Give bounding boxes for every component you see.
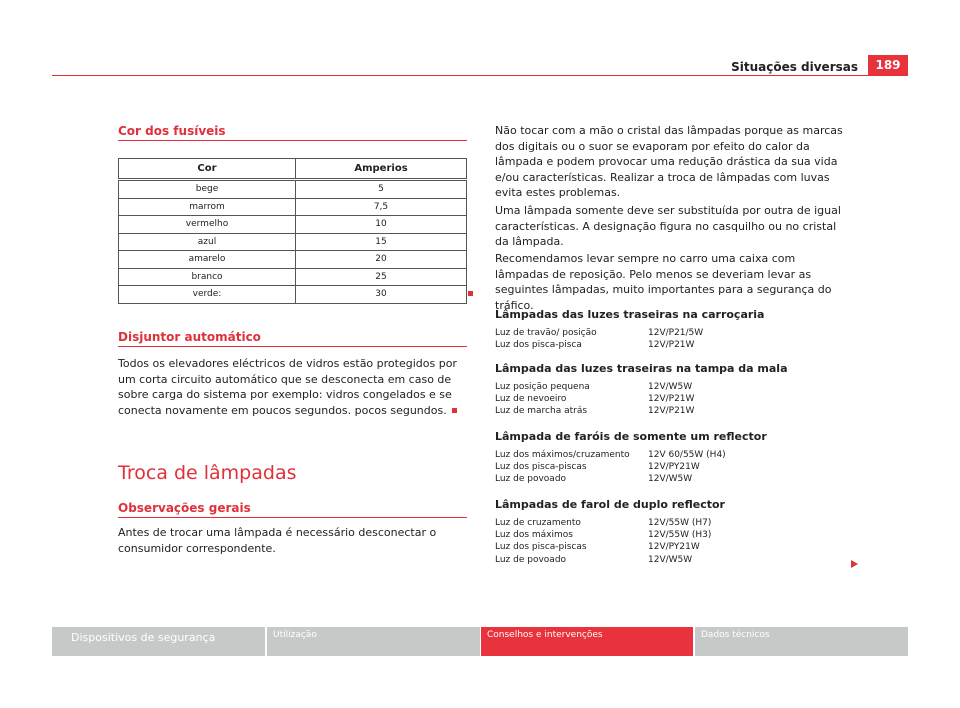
fuse-color: amarelo bbox=[119, 251, 296, 269]
table-row bbox=[119, 233, 467, 251]
lamp-name: Luz de povoado bbox=[495, 554, 567, 565]
group-title-single-reflector: Lâmpada de faróis de somente um reflector bbox=[495, 430, 767, 443]
fuse-amps: 7,5 bbox=[296, 198, 467, 216]
lamp-spec: 12V/W5W bbox=[648, 382, 693, 392]
lamp-replacement-paragraph: Uma lâmpada somente deve ser substituída por outra de igual características. A designação figura no casquilho ou no cristal da lâmpada. bbox=[495, 204, 841, 249]
fuse-amps: 25 bbox=[296, 268, 467, 286]
lamp-name: Luz dos pisca-piscas bbox=[495, 462, 587, 473]
list-item bbox=[495, 381, 694, 393]
fuse-amps: 30 bbox=[296, 286, 467, 304]
list-item bbox=[495, 529, 711, 541]
lamp-name: Luz de nevoeiro bbox=[495, 394, 567, 405]
fuse-table bbox=[118, 158, 467, 304]
table-header-row bbox=[119, 159, 467, 180]
continue-arrow-icon bbox=[851, 560, 858, 568]
table-row bbox=[119, 251, 467, 269]
fuse-amps: 20 bbox=[296, 251, 467, 269]
table-row bbox=[119, 268, 467, 286]
breaker-paragraph bbox=[118, 356, 468, 418]
running-header-title: Situações diversas bbox=[731, 60, 858, 74]
lamp-spec: 12V/P21W bbox=[648, 394, 695, 405]
footer-tab-technical-data[interactable]: Dados técnicos bbox=[695, 627, 908, 656]
table-row bbox=[119, 180, 467, 199]
fuse-amps: 10 bbox=[296, 216, 467, 234]
lamp-spec: 12V/55W (H7) bbox=[648, 518, 712, 528]
table-row bbox=[119, 216, 467, 234]
lamp-name: Luz dos máximos bbox=[495, 530, 573, 541]
lamp-list-trunk-lid bbox=[495, 381, 694, 418]
lamp-name: Luz dos pisca-pisca bbox=[495, 340, 582, 351]
fuse-color: azul bbox=[119, 233, 296, 251]
footer-tab-safety[interactable]: Dispositivos de segurança bbox=[52, 627, 265, 656]
lamp-spec: 12V/55W (H3) bbox=[648, 530, 712, 541]
lamp-list-single-reflector bbox=[495, 449, 726, 486]
general-notes-title: Observações gerais bbox=[118, 501, 251, 515]
lamp-name: Luz de povoado bbox=[495, 474, 567, 485]
group-title-rear-body: Lâmpadas das luzes traseiras na carroçaria bbox=[495, 308, 765, 321]
fuse-color: verde: bbox=[119, 286, 296, 304]
footer-tab-usage[interactable]: Utilização bbox=[267, 627, 480, 656]
lamp-name: Luz de cruzamento bbox=[495, 518, 581, 528]
group-title-dual-reflector: Lâmpadas de farol de duplo reflector bbox=[495, 498, 725, 511]
header-rule bbox=[52, 75, 907, 76]
fuse-amps: 5 bbox=[296, 180, 467, 199]
breaker-text: Todos os elevadores eléctricos de vidros estão protegidos por um corta circuito automático que se desconecta em caso de sobre carga do sistema por exemplo: vidros congelados e se conecta novamente em poucos segundos. pocos segundos. bbox=[118, 357, 457, 417]
list-item bbox=[495, 405, 694, 417]
fuse-color: marrom bbox=[119, 198, 296, 216]
list-item bbox=[495, 393, 694, 405]
lamp-name: Luz dos máximos/cruzamento bbox=[495, 450, 630, 460]
fuse-color: bege bbox=[119, 180, 296, 199]
lamp-spec: 12V/W5W bbox=[648, 474, 693, 485]
list-item bbox=[495, 339, 703, 351]
column-header-amps: Amperios bbox=[296, 159, 467, 180]
list-item bbox=[495, 541, 711, 553]
lamp-spec: 12V/P21W bbox=[648, 406, 695, 417]
fuse-section-title: Cor dos fusíveis bbox=[118, 124, 226, 138]
list-item bbox=[495, 517, 711, 529]
end-of-section-marker bbox=[452, 408, 457, 413]
lamp-list-dual-reflector bbox=[495, 517, 711, 566]
spare-lamps-paragraph: Recomendamos levar sempre no carro uma caixa com lâmpadas de reposição. Pelo menos se deveriam levar as seguintes lâmpadas, muito importantes para a segurança do tráfico. bbox=[495, 252, 832, 312]
lamp-name: Luz de travão/ posição bbox=[495, 328, 597, 338]
fuse-color: branco bbox=[119, 268, 296, 286]
breaker-section-title: Disjuntor automático bbox=[118, 330, 261, 344]
section-rule bbox=[118, 517, 467, 518]
list-item bbox=[495, 327, 703, 339]
section-rule bbox=[118, 346, 467, 347]
end-of-section-marker bbox=[468, 291, 473, 296]
lamp-spec: 12V/PY21W bbox=[648, 462, 700, 473]
lamp-handling-paragraph: Não tocar com a mão o cristal das lâmpadas porque as marcas dos digitais ou o suor se evaporam por efeito do calor da lâmpada e podem provocar uma redução drástica da sua vida e/ou características. Realizar a troca de lâmpadas com luvas evita estes problemas. bbox=[495, 124, 843, 200]
list-item bbox=[495, 473, 726, 485]
lamp-name: Luz de marcha atrás bbox=[495, 406, 588, 417]
fuse-amps: 15 bbox=[296, 233, 467, 251]
general-notes-paragraph: Antes de trocar uma lâmpada é necessário desconectar o consumidor correspondente. bbox=[118, 526, 437, 555]
lamp-name: Luz dos pisca-piscas bbox=[495, 542, 587, 553]
table-row bbox=[119, 198, 467, 216]
lamp-name: Luz posição pequena bbox=[495, 382, 590, 392]
fuse-color: vermelho bbox=[119, 216, 296, 234]
lamp-spec: 12V 60/55W (H4) bbox=[648, 450, 726, 460]
page-number: 189 bbox=[868, 55, 908, 76]
section-rule bbox=[118, 140, 467, 141]
lamp-spec: 12V/P21/5W bbox=[648, 328, 704, 338]
list-item bbox=[495, 449, 726, 461]
lamp-spec: 12V/P21W bbox=[648, 340, 695, 351]
lamp-list-rear-body bbox=[495, 327, 703, 351]
list-item bbox=[495, 554, 711, 566]
group-title-trunk-lid: Lâmpada das luzes traseiras na tampa da mala bbox=[495, 362, 788, 375]
chapter-title: Troca de lâmpadas bbox=[118, 462, 297, 484]
table-row bbox=[119, 286, 467, 304]
column-header-color: Cor bbox=[119, 159, 296, 180]
lamp-spec: 12V/W5W bbox=[648, 554, 693, 565]
footer-tab-advice[interactable]: Conselhos e intervenções bbox=[481, 627, 693, 656]
lamp-spec: 12V/PY21W bbox=[648, 542, 700, 553]
list-item bbox=[495, 461, 726, 473]
